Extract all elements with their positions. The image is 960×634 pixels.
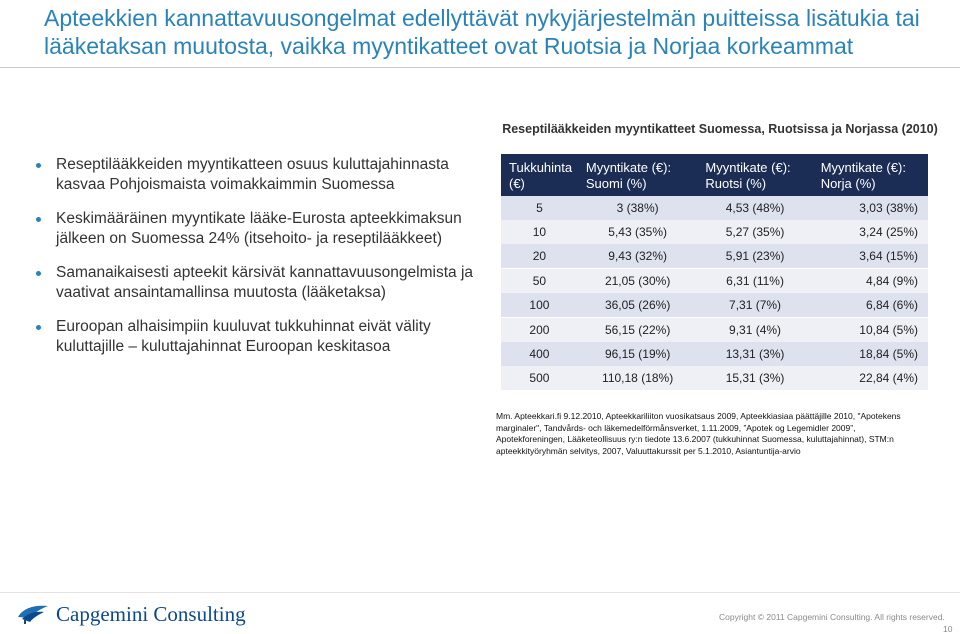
capgemini-logo bbox=[14, 602, 246, 626]
table-row bbox=[501, 196, 928, 220]
table-row bbox=[501, 318, 928, 343]
table-caption: Reseptilääkkeiden myyntikatteet Suomessa, Ruotsissa ja Norjassa (2010) bbox=[502, 122, 938, 136]
source-line: apteekkityöryhmän selvitys, 2007, Valuuttakurssit per 5.1.2010, Asiantuntija-arvio bbox=[496, 445, 801, 456]
cell-wholesale-price: 20 bbox=[501, 244, 578, 269]
bullet-text: Samanaikaisesti apteekit kärsivät kannattavuusongelmista ja vaativat ansaintamallinsa muutosta (lääketaksa) bbox=[56, 264, 474, 301]
footer-divider bbox=[0, 592, 960, 593]
header-margin-norway: Myyntikate (€): Norja (%) bbox=[813, 154, 928, 196]
cell-margin-norway: 4,84 (9%) bbox=[813, 269, 928, 294]
cell-margin-sweden: 5,27 (35%) bbox=[697, 220, 812, 244]
table-row bbox=[501, 220, 928, 244]
header-margin-finland: Myyntikate (€): Suomi (%) bbox=[578, 154, 698, 196]
cell-wholesale-price: 100 bbox=[501, 293, 578, 318]
table-row bbox=[501, 293, 928, 318]
slide-title bbox=[44, 4, 944, 60]
cell-wholesale-price: 400 bbox=[501, 342, 578, 366]
bullet-text: Euroopan alhaisimpiin kuuluvat tukkuhinnat eivät välity kuluttajille – kuluttajahinnat Euroopan keskitasoa bbox=[56, 318, 431, 355]
copyright-text: Copyright © 2011 Capgemini Consulting. All rights reserved. bbox=[719, 612, 945, 622]
spade-logo-icon bbox=[14, 603, 52, 625]
source-line: marginaler", Tandvårds- och läkemedelförmånsverket, 1.11.2009, ”Apotek og Legemidler 2009”, bbox=[496, 422, 856, 433]
table-row bbox=[501, 366, 928, 390]
bullet-item bbox=[32, 263, 480, 303]
cell-wholesale-price: 50 bbox=[501, 269, 578, 294]
header-wholesale-price: Tukkuhinta (€) bbox=[501, 154, 578, 196]
bullet-item bbox=[32, 209, 480, 249]
bullet-dot-icon bbox=[36, 217, 41, 222]
source-line: Mm. Apteekkari.fi 9.12.2010, Apteekkariliiton vuosikatsaus 2009, Apteekkiasiaa päättäjille 2010, "Apotekens bbox=[496, 411, 901, 421]
bullet-item bbox=[32, 155, 480, 195]
cell-margin-sweden: 15,31 (3%) bbox=[697, 366, 812, 390]
bullet-text: Reseptilääkkeiden myyntikatteen osuus kuluttajahinnasta kasvaa Pohjoismaista voimakkaimmin Suomessa bbox=[56, 156, 449, 193]
cell-margin-norway: 6,84 (6%) bbox=[813, 293, 928, 318]
cell-margin-finland: 3 (38%) bbox=[578, 196, 698, 220]
cell-margin-sweden: 9,31 (4%) bbox=[697, 318, 812, 343]
bullet-list bbox=[32, 155, 480, 371]
bullet-item bbox=[32, 317, 480, 357]
cell-wholesale-price: 200 bbox=[501, 318, 578, 343]
cell-margin-finland: 21,05 (30%) bbox=[578, 269, 698, 294]
slide-title-line-2: lääketaksan muutosta, vaikka myyntikatteet ovat Ruotsia ja Norjaa korkeammat bbox=[44, 33, 854, 59]
cell-margin-finland: 110,18 (18%) bbox=[578, 366, 698, 390]
cell-margin-sweden: 13,31 (3%) bbox=[697, 342, 812, 366]
table-row bbox=[501, 244, 928, 269]
cell-margin-sweden: 4,53 (48%) bbox=[697, 196, 812, 220]
cell-margin-finland: 96,15 (19%) bbox=[578, 342, 698, 366]
cell-margin-norway: 3,03 (38%) bbox=[813, 196, 928, 220]
table-row bbox=[501, 342, 928, 366]
cell-margin-finland: 5,43 (35%) bbox=[578, 220, 698, 244]
source-notes bbox=[496, 411, 948, 457]
cell-margin-finland: 9,43 (32%) bbox=[578, 244, 698, 269]
cell-wholesale-price: 500 bbox=[501, 366, 578, 390]
bullet-dot-icon bbox=[36, 271, 41, 276]
cell-margin-finland: 36,05 (26%) bbox=[578, 293, 698, 318]
cell-margin-norway: 3,64 (15%) bbox=[813, 244, 928, 269]
cell-margin-sweden: 6,31 (11%) bbox=[697, 269, 812, 294]
cell-margin-norway: 18,84 (5%) bbox=[813, 342, 928, 366]
logo-text: Capgemini Consulting bbox=[56, 601, 246, 626]
header-margin-sweden: Myyntikate (€): Ruotsi (%) bbox=[697, 154, 812, 196]
cell-wholesale-price: 10 bbox=[501, 220, 578, 244]
cell-wholesale-price: 5 bbox=[501, 196, 578, 220]
bullet-text: Keskimääräinen myyntikate lääke-Eurosta apteekkimaksun jälkeen on Suomessa 24% (itsehoito- ja reseptilääkkeet) bbox=[56, 210, 462, 247]
slide-title-line-1: Apteekkien kannattavuusongelmat edellyttävät nykyjärjestelmän puitteissa lisätukia tai bbox=[44, 5, 920, 31]
page-number: 10 bbox=[943, 624, 953, 634]
cell-margin-sweden: 7,31 (7%) bbox=[697, 293, 812, 318]
table-row bbox=[501, 269, 928, 294]
cell-margin-norway: 3,24 (25%) bbox=[813, 220, 928, 244]
bullet-dot-icon bbox=[36, 325, 41, 330]
source-line: Apotekforeningen, Lääketeollisuus ry:n tiedote 13.6.2007 (tukkuhinnat Suomessa, kuluttajahinnat), STM:n bbox=[496, 434, 894, 444]
cell-margin-norway: 22,84 (4%) bbox=[813, 366, 928, 390]
cell-margin-sweden: 5,91 (23%) bbox=[697, 244, 812, 269]
margin-table bbox=[501, 154, 928, 390]
cell-margin-norway: 10,84 (5%) bbox=[813, 318, 928, 343]
title-divider bbox=[0, 67, 960, 68]
cell-margin-finland: 56,15 (22%) bbox=[578, 318, 698, 343]
bullet-dot-icon bbox=[36, 163, 41, 168]
table-header-row bbox=[501, 154, 928, 196]
